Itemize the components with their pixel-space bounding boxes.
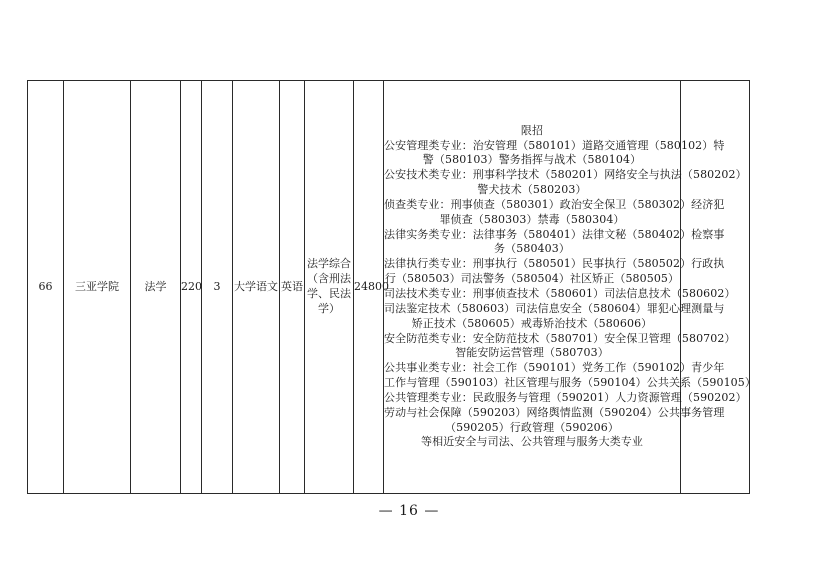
requirement-line: 警（580103）警务指挥与战术（580104） (422, 153, 642, 167)
requirement-line: 安全防范类专业：安全防范技术（580701）安全保卫管理（580702） (384, 331, 736, 345)
requirement-line: 等相近安全与司法、公共管理与服务大类专业 (421, 435, 643, 449)
exam-subject-major: 法学综合（含刑法学、民法学） (305, 81, 354, 494)
enrollment-quota: 220 (181, 81, 202, 494)
study-years: 3 (202, 81, 233, 494)
requirement-line: 智能安防运营管理（580703） (455, 346, 609, 360)
requirement-line: 公共事业类专业：社会工作（590101）党务工作（590102）青少年 (384, 361, 725, 375)
exam-subject-foreign: 英语 (280, 81, 305, 494)
row-index: 66 (28, 81, 64, 494)
requirement-line: 公共管理类专业：民政服务与管理（590201）人力资源管理（590202） (384, 390, 747, 404)
requirement-line: 矫正技术（580605）戒毒矫治技术（580606） (411, 316, 653, 330)
requirement-line: 法律实务类专业：法律事务（580401）法律文秘（580402）检察事 (384, 227, 725, 241)
requirement-line: 公安技术类专业：刑事科学技术（580201）网络安全与执法（580202） (384, 168, 747, 182)
requirement-line: 罪侦查（580303）禁毒（580304） (439, 212, 625, 226)
requirement-line: 工作与管理（590103）社区管理与服务（590104）公共关系（590105） (384, 376, 756, 390)
requirement-line: （590205）行政管理（590206） (445, 420, 619, 434)
requirement-line: 劳动与社会保障（590203）网络舆情监测（590204）公共事务管理 (384, 405, 725, 419)
requirement-line: 警犬技术（580203） (477, 183, 587, 197)
requirement-line: 公安管理类专业：治安管理（580101）道路交通管理（580102）特 (384, 138, 725, 152)
exam-subject-chinese: 大学语文 (233, 81, 280, 494)
requirement-line: 限招 (520, 123, 544, 137)
requirement-line: 行（580503）司法警务（580504）社区矫正（580505） (384, 272, 680, 286)
page-number: — 16 — (378, 503, 440, 519)
school-name: 三亚学院 (64, 81, 131, 494)
requirement-line: 侦查类专业：刑事侦查（580301）政治安全保卫（580302）经济犯 (384, 197, 725, 211)
tuition-fee: 24800 (354, 81, 384, 494)
admission-requirements (384, 81, 756, 494)
requirement-line: 司法技术类专业：刑事侦查技术（580601）司法信息技术（580602） (384, 287, 736, 300)
enrollment-table (27, 80, 756, 494)
requirement-line: 务（580403） (494, 242, 570, 256)
table-row (28, 81, 750, 494)
requirement-line: 司法鉴定技术（580603）司法信息安全（580604）罪犯心理测量与 (384, 301, 725, 315)
major-name: 法学 (131, 81, 181, 494)
requirement-line: 法律执行类专业：刑事执行（580501）民事执行（580502）行政执 (384, 257, 725, 271)
